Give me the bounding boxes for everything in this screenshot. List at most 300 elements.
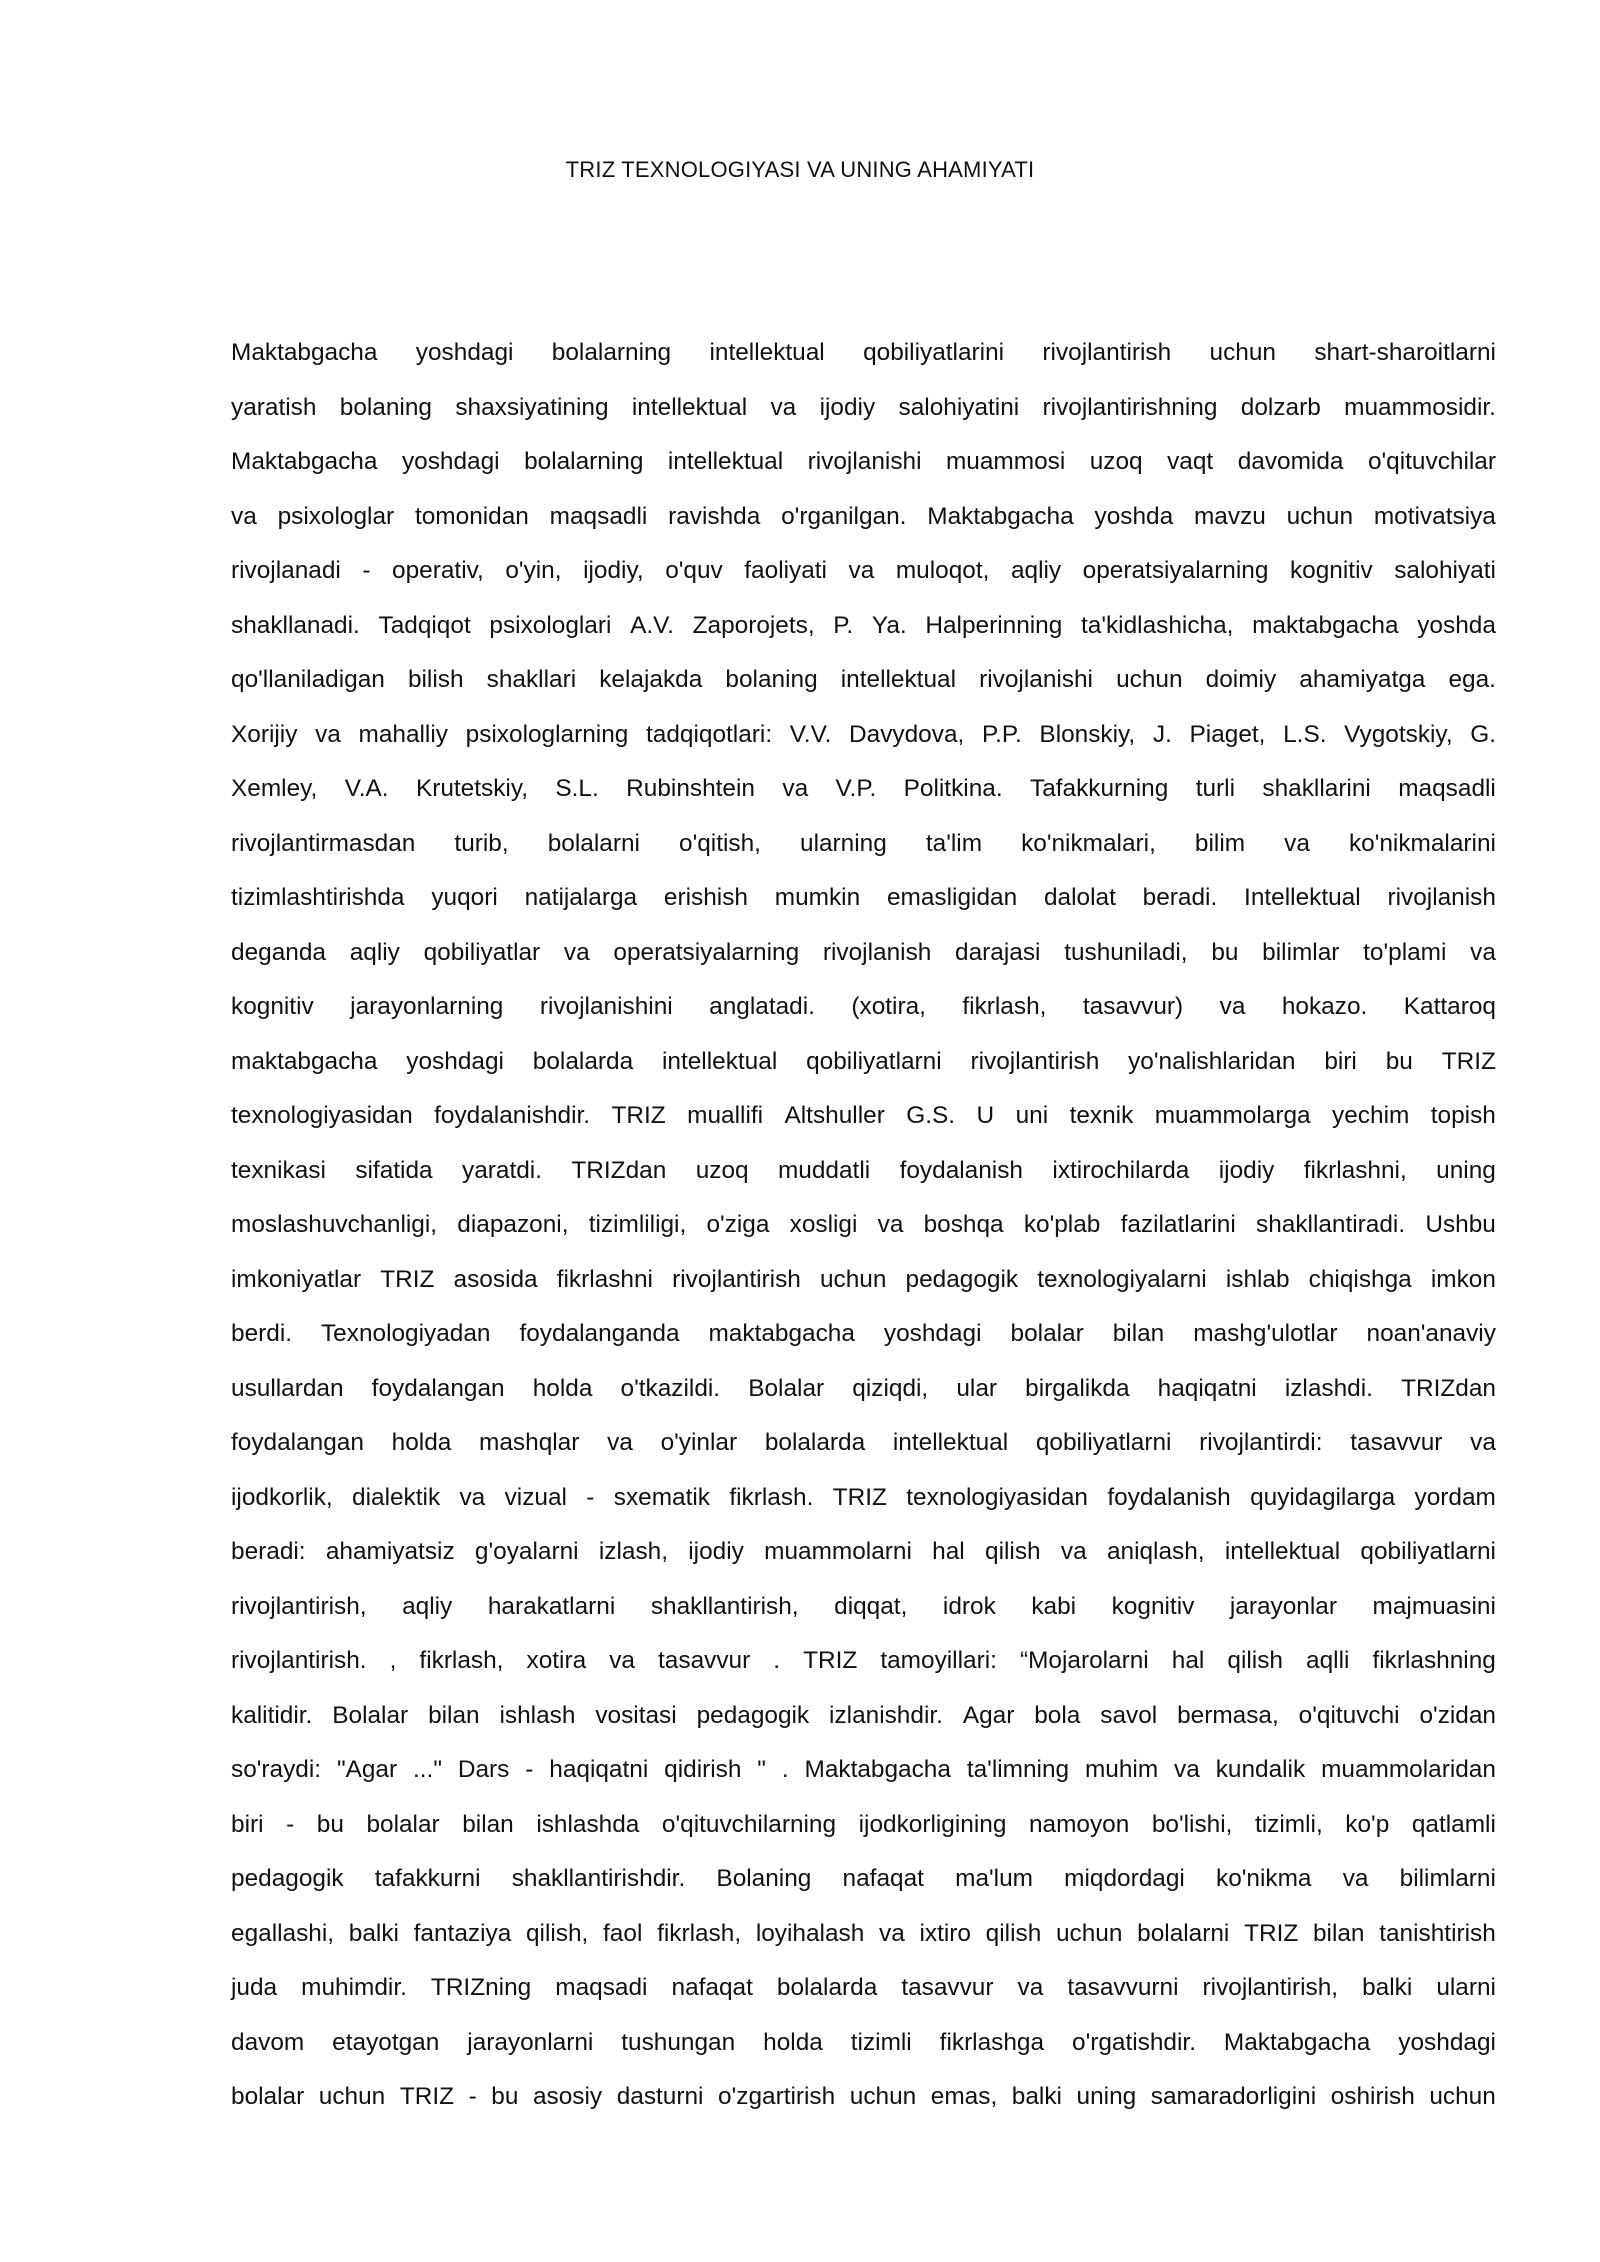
body-line [231,1689,1496,1744]
body-line [231,1035,1496,1090]
body-word: va [1219,993,1246,1020]
body-word: foydalangan [371,1374,505,1402]
body-word: tizimliligi, [588,1211,687,1238]
body-word: shakllari [486,666,577,693]
body-word: usullardan [231,1374,344,1402]
body-word: uchun [318,2083,386,2110]
body-word: intellektual [709,339,825,366]
body-word: yoshda [1417,611,1496,639]
body-word: shakllantirishdir. [511,1865,686,1892]
body-line [231,1416,1496,1471]
body-word: Politkina. [903,775,1003,802]
body-word: uni [1015,1102,1049,1129]
body-word: Piaget, [1189,720,1266,748]
body-line [231,1634,1496,1689]
body-word: shaxsiyatining [455,393,609,421]
body-word: tizimlashtirishda [231,884,405,911]
body-word: ishlab [1225,1265,1290,1293]
body-word: muloqot, [895,557,990,584]
body-word: va [315,720,341,748]
body-word: psixologlar [277,502,395,530]
body-word: kalitidir. [231,1701,313,1729]
body-word: Maktabgacha [231,448,378,475]
body-line [231,1852,1496,1907]
body-word: va [877,1211,904,1238]
body-word: bolalar [231,2083,305,2110]
body-word: rivojlantirish [970,1047,1100,1075]
body-word: TRIZ [832,1483,887,1511]
body-word: motivatsiya [1373,502,1496,530]
body-word: bilim [1194,829,1246,857]
body-word: bolalarda [776,1974,878,2001]
body-word: uchun [849,2083,917,2110]
body-word: rivojlantirishning [1042,393,1218,421]
body-word: muammolaridan [1321,1756,1496,1783]
body-word: aqliy [402,1592,453,1620]
body-line [231,762,1496,817]
body-word: o'yinlar [660,1429,738,1456]
body-word: . [781,1756,789,1783]
body-word: kabi [1031,1592,1077,1620]
body-word: boshqa [923,1211,1004,1238]
body-word: va [1174,1756,1200,1783]
body-word: yaratish [231,393,317,421]
body-word: vositasi [595,1701,677,1729]
body-word: faol [603,1919,643,1947]
body-word: biri [231,1810,264,1838]
body-word: bilimlarni [1399,1865,1496,1892]
body-word: asosida [453,1265,538,1293]
body-word: holda [763,2028,823,2056]
body-word: harakatlarni [487,1592,616,1620]
body-word: shakllantiradi. [1256,1211,1406,1238]
body-word: topish [1430,1102,1496,1129]
body-word: ..." [413,1756,442,1783]
body-word: Agar [962,1701,1015,1729]
body-word: Dars [457,1756,510,1783]
body-word: bilimlar [1262,938,1340,966]
body-word: kelajakda [599,666,703,693]
body-word: - [586,1483,595,1511]
body-word: Davydova, [849,720,965,748]
body-word: - [286,1810,295,1838]
body-word: ijodiy [1218,1156,1275,1184]
body-word: jarayonlarni [467,2028,594,2056]
body-word: operatsiyalarning [613,938,800,966]
body-word: fikrlash, [419,1647,504,1674]
body-word: qatlamli [1411,1810,1496,1838]
body-word: yaratdi. [462,1156,542,1184]
body-line [231,1362,1496,1417]
body-word: o'tkazildi. [620,1374,721,1402]
body-word: Kattaroq [1403,993,1496,1020]
body-word: G. [1470,720,1496,748]
body-word: operativ, [392,557,484,584]
body-word: fikrlashni [556,1265,653,1293]
body-word: bu [1211,938,1239,966]
body-word: tomonidan [414,502,529,530]
body-word: fikrlashning [1372,1647,1496,1674]
body-word: Xorijiy [231,720,298,748]
body-word: Blonskiy, [1039,720,1136,748]
body-word: Tadqiqot [378,611,471,639]
body-word: yoshdagi [883,1320,982,1347]
body-word: tasavvurni [1067,1974,1179,2001]
body-word: so'raydi: [231,1756,322,1783]
body-word: diqqat, [834,1592,908,1620]
body-word: va [879,1919,905,1947]
body-word: U [976,1102,995,1129]
body-word: yoshda [1094,502,1174,530]
body-word: kognitiv [1289,557,1373,584]
body-word: dasturni [616,2083,704,2110]
body-word: fikrlash, [657,1919,742,1947]
body-word: Maktabgacha [927,502,1074,530]
body-line [231,653,1496,708]
body-word: va [782,775,809,802]
body-word: hokazo. [1281,993,1368,1020]
body-word: bilan [1312,1919,1365,1947]
body-word: Ya. [871,611,907,639]
body-word: TRIZ [399,2083,455,2110]
body-word: ixtirochilarda [1052,1156,1190,1184]
body-word: ijodiy [819,393,876,421]
body-word: maqsadli [1398,775,1496,802]
body-word: tafakkurni [374,1865,481,1892]
body-word: Intellektual [1244,884,1361,911]
body-word: S.L. [555,775,599,802]
body-word: ta'lim [925,829,983,857]
body-word: foydalanganda [519,1320,680,1347]
body-word: qobiliyatlarini [863,339,1005,366]
body-word: tamoyillari: [880,1647,997,1674]
body-word: ularni [1436,1974,1496,2001]
body-word: davomida [1237,448,1344,475]
body-word: shart-sharoitlarni [1314,339,1496,366]
body-word: uzoq [1089,448,1143,475]
body-word: ega. [1448,666,1496,693]
body-word: bolaning [725,666,818,693]
body-word: TRIZ [1441,1047,1496,1075]
body-word: Ushbu [1425,1211,1496,1238]
body-word: doimiy [1205,666,1277,693]
body-word: vaqt [1167,448,1214,475]
body-line [231,1089,1496,1144]
body-word: diapazoni, [457,1211,569,1238]
body-word: , [389,1647,397,1674]
body-word: foydalanishdir. [434,1102,591,1129]
body-word: o'rganilgan. [781,502,907,530]
body-word: bilan [428,1701,480,1729]
body-word: bo'lishi, [1151,1810,1233,1838]
body-word: uchun [1209,339,1276,366]
body-word: muhimdir. [301,1974,407,2001]
body-word: TRIZ [803,1647,858,1674]
body-word: . [773,1647,781,1674]
body-word: birgalikda [1025,1374,1130,1402]
body-word: sxematik [613,1483,710,1511]
body-word: V.V. [789,720,832,748]
body-word: yoshdagi [401,448,500,475]
body-word: bolaning [339,393,432,421]
body-word: tizimli, [1254,1810,1323,1838]
body-word: qilish [985,1919,1042,1947]
body-line [231,1471,1496,1526]
body-word: foydalanish [1107,1483,1231,1511]
body-word: rivojlanishi [807,448,922,475]
body-word: rivojlantirish, [1202,1974,1339,2001]
body-word: haqiqatni [1157,1374,1257,1402]
body-word: ko'nikmalarini [1348,829,1496,857]
body-line [231,708,1496,763]
body-word: o'qituvchi [1298,1701,1400,1729]
body-word: va [1017,1974,1044,2001]
body-word: muammolarga [1154,1102,1311,1129]
body-word: muallifi [687,1102,764,1129]
body-word: Bolaning [716,1865,812,1892]
body-word: jarayonlar [1229,1592,1337,1620]
body-word: texnologiyalarni [1037,1265,1207,1293]
body-line [231,599,1496,654]
body-word: biri [1324,1047,1357,1075]
body-line [231,2070,1496,2125]
body-word: Bolalar [332,1701,409,1729]
body-word: va [1342,1865,1369,1892]
body-word: G.S. [906,1102,956,1129]
body-word: kundalik [1215,1756,1306,1783]
body-word: emas, [930,2083,998,2110]
body-word: noan'anaviy [1366,1320,1496,1347]
body-word: uchun [1055,1919,1123,1947]
body-word: muhim [1084,1756,1159,1783]
body-line [231,1961,1496,2016]
body-word: "Agar [336,1756,398,1783]
body-word: aqliy [1010,557,1062,584]
body-word: texnikasi [231,1156,326,1184]
body-word: psixologlari [489,611,612,639]
body-word: bola [1034,1701,1081,1729]
body-word: namoyon [1028,1810,1130,1838]
body-word: yoshdagi [415,339,514,366]
body-word: uchun [1286,502,1354,530]
body-line [231,1525,1496,1580]
body-word: asosiy [532,2083,603,2110]
body-word: izlash, [598,1538,668,1565]
body-word: bolalarda [532,1047,634,1075]
body-word: Texnologiyadan [320,1320,491,1347]
body-word: o'qituvchilarning [661,1810,837,1838]
body-line [231,2016,1496,2071]
body-word: Krutetskiy, [415,775,528,802]
body-line [231,871,1496,926]
body-word: intellektual [1224,1538,1341,1565]
body-word: o'ziga [706,1211,770,1238]
body-word: savol [1100,1701,1158,1729]
body-word: anglatadi. [709,993,815,1020]
body-word: mumkin [774,884,861,911]
body-word: Vygotskiy, [1344,720,1453,748]
body-word: tushuniladi, [1064,938,1188,966]
body-word: foydalangan [231,1429,364,1456]
body-word: Maktabgacha [1223,2028,1371,2056]
body-word: uning [1076,2083,1137,2110]
body-word: texnologiyasidan [906,1483,1088,1511]
body-word: qilish [985,1538,1041,1565]
body-word: va [848,557,875,584]
body-word: rivojlantirish [1042,339,1172,366]
body-word: miqdordagi [1064,1865,1185,1892]
body-word: Maktabgacha [804,1756,951,1783]
body-word: bilan [462,1810,514,1838]
body-word: ular [956,1374,998,1402]
body-word: TRIZ [1244,1919,1299,1947]
body-word: mashg'ulotlar [1193,1320,1338,1347]
body-word: rivojlanishini [539,993,673,1020]
body-word: TRIZ [380,1265,435,1293]
body-word: holda [391,1429,452,1456]
body-word: juda [231,1974,278,2001]
body-word: intellektual [631,393,748,421]
body-word: hal [932,1538,965,1565]
body-word: va [563,938,590,966]
body-word: uning [1436,1156,1496,1184]
body-word: ravishda [668,502,761,530]
body-word: natijalarga [524,884,638,911]
body-word: majmuasini [1372,1592,1496,1620]
body-line [231,490,1496,545]
body-line [231,1743,1496,1798]
body-word: imkoniyatlar [231,1265,362,1293]
body-word: qobiliyatlar [423,938,541,966]
body-word: oshirish [1330,2083,1415,2110]
body-word: xotira [526,1647,587,1674]
body-word: izlanishdir. [829,1701,943,1729]
body-word: rivojlantirish. [231,1647,367,1674]
body-word: bolalarning [524,448,644,475]
body-word: xosligi [789,1211,858,1238]
body-line [231,817,1496,872]
body-word: A.V. [630,611,674,639]
body-word: va [1470,938,1496,966]
body-word: ko'plab [1023,1211,1101,1238]
body-word: o'qitish, [679,829,761,857]
body-word: imkon [1430,1265,1496,1293]
body-word: yordam [1414,1483,1496,1511]
body-line [231,1144,1496,1199]
body-word: ta'limning [966,1756,1070,1783]
body-line [231,1198,1496,1253]
body-word: va [609,1647,635,1674]
body-word: tushungan [621,2028,736,2056]
body-word: moslashuvchanligi, [231,1211,438,1238]
body-word: rivojlanishi [979,666,1093,693]
body-word: Rubinshtein [626,775,755,802]
body-word: va [231,502,257,530]
body-word: tasavvur [658,1647,751,1674]
body-line [231,1580,1496,1635]
body-word: tanishtirish [1379,1919,1496,1947]
body-word: berdi. [231,1320,293,1347]
body-word: shakllanadi. [231,611,360,639]
body-word: qidirish [664,1756,742,1783]
body-word: " [757,1756,766,1783]
body-word: loyihalash [755,1919,865,1947]
body-word: bolalar [366,1810,440,1838]
body-word: texnologiyasidan [231,1102,413,1129]
body-word: Tafakkurning [1030,775,1169,802]
body-word: uchun [1116,666,1183,693]
body-word: bolalarning [551,339,672,366]
body-word: muammolarni [764,1538,912,1565]
body-word: o'quv [665,557,723,584]
body-word: kognitiv [231,993,314,1020]
body-word: muammosidir. [1344,393,1496,421]
body-word: etayotgan [332,2028,440,2056]
body-line [231,1307,1496,1362]
body-word: hal [1171,1647,1205,1674]
body-word: bu [316,1810,344,1838]
body-word: turib, [454,829,509,857]
body-word: shakllantirish, [650,1592,799,1620]
body-word: o'rgatishdir. [1072,2028,1196,2056]
body-word: rivojlanish [822,938,932,966]
body-word: ahamiyatsiz [325,1538,455,1565]
body-word: o'yin, [505,557,562,584]
body-line [231,435,1496,490]
body-word: intellektual [661,1047,778,1075]
body-word: psixologlarning [465,720,629,748]
body-word: uchun [1429,2083,1496,2110]
body-word: uzoq [695,1156,749,1184]
body-word: bolalarda [764,1429,866,1456]
body-word: Xemley, [231,775,318,802]
body-word: turli [1195,775,1235,802]
body-line [231,980,1496,1035]
body-word: ijodkorlik, [231,1483,333,1511]
body-word: fantaziya [413,1919,512,1947]
body-word: TRIZdan [571,1156,667,1184]
body-word: darajasi [955,938,1041,966]
body-word: Halperinning [925,611,1063,639]
body-word: kognitiv [1111,1592,1195,1620]
body-word: qo'llaniladigan [231,666,385,693]
body-line [231,544,1496,599]
document-body [231,326,1496,2125]
body-word: fikrlashga [939,2028,1045,2056]
body-word: bolalar [1010,1320,1084,1347]
body-word: balki [1362,1974,1413,2001]
body-word: tasavvur) [1082,993,1184,1020]
body-word: intellektual [840,666,956,693]
body-word: o'zidan [1419,1701,1496,1729]
body-word: bermasa, [1177,1701,1279,1729]
body-word: Zaporojets, [692,611,815,639]
body-word: holda [532,1374,593,1402]
body-word: shakllarini [1262,775,1371,802]
body-word: qobiliyatlarni [1035,1429,1172,1456]
body-word: va [1470,1429,1496,1456]
body-word: fazilatlarini [1120,1211,1236,1238]
body-word: pedagogik [231,1865,344,1892]
body-word: samaradorligini [1150,2083,1317,2110]
body-word: - [362,557,371,584]
body-word: Maktabgacha [231,339,378,366]
body-word: TRIZ [611,1102,666,1129]
body-word: aniqlash, [1106,1538,1205,1565]
body-word: nafaqat [842,1865,924,1892]
body-word: o'qituvchilar [1367,448,1496,475]
body-word: maktabgacha [231,1047,378,1075]
